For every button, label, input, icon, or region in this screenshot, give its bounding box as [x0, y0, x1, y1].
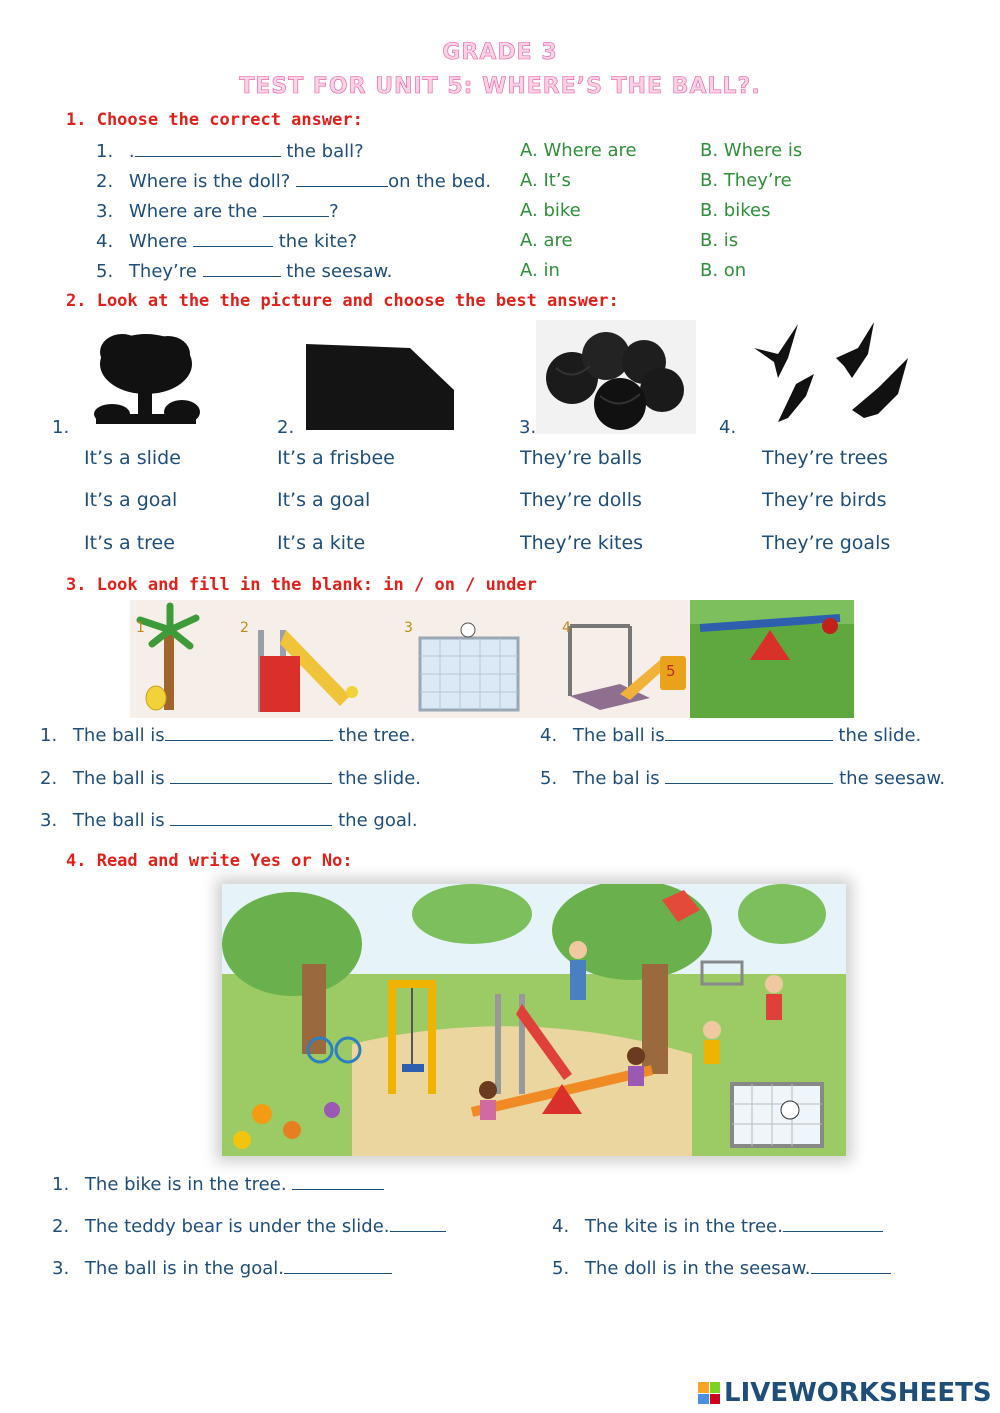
s1-q1 [96, 140, 364, 162]
q-pre: The ball is [72, 810, 171, 831]
q-post: the seesaw. [833, 768, 946, 789]
section3-heading: 3. Look and fill in the blank: in / on / under [66, 575, 537, 595]
pic1-number: 1. [52, 417, 70, 438]
s1-q3-option-a[interactable]: A. bike [520, 200, 581, 221]
s1-q4-option-b[interactable]: B. is [700, 230, 739, 251]
q-num: 4. [540, 725, 558, 746]
q-pre: The ball is [572, 725, 665, 746]
q-text: The ball is in the goal. [84, 1258, 284, 1279]
park-scene-image [222, 884, 846, 1156]
pic1-option[interactable]: It’s a goal [84, 489, 178, 511]
test-title: TEST FOR UNIT 5: WHERE’S THE BALL?. [239, 74, 761, 99]
s1-q3 [96, 200, 339, 222]
pic3-option[interactable]: They’re kites [520, 532, 644, 554]
q-pre: They’re [128, 261, 203, 282]
pic3-option[interactable]: They’re balls [520, 447, 642, 469]
q-num: 4. [552, 1216, 570, 1237]
s4-q5 [552, 1257, 891, 1279]
q-text: The kite is in the tree. [584, 1216, 783, 1237]
s1-q2-option-b[interactable]: B. They’re [700, 170, 792, 191]
q-num: 1. [52, 1174, 70, 1195]
section2-heading: 2. Look at the the picture and choose the best answer: [66, 291, 619, 311]
q-num: 3. [52, 1258, 70, 1279]
pic1-option[interactable]: It’s a slide [84, 447, 181, 469]
s4-q1 [52, 1173, 384, 1195]
q-post: the slide. [332, 768, 421, 789]
q-post: the kite? [273, 231, 358, 252]
answer-blank[interactable] [292, 1173, 384, 1190]
logo-badge-icon [698, 1382, 720, 1404]
q-post: the ball? [280, 141, 364, 162]
strip-label-4: 4 [562, 620, 571, 636]
s1-q5 [96, 260, 392, 282]
s1-q5-option-a[interactable]: A. in [520, 260, 560, 281]
q-num: 1. [96, 141, 114, 162]
answer-blank[interactable] [783, 1215, 883, 1232]
answer-blank[interactable] [284, 1257, 392, 1274]
q-num: 4. [96, 231, 114, 252]
q-pre: The ball is [72, 725, 165, 746]
s3-q1 [40, 724, 416, 746]
section4-heading: 4. Read and write Yes or No: [66, 851, 353, 871]
s1-q2 [96, 170, 491, 192]
q-pre: Where is the doll? [128, 171, 297, 192]
strip-label-3: 3 [404, 620, 413, 636]
s1-q4 [96, 230, 357, 252]
s1-q1-option-a[interactable]: A. Where are [520, 140, 637, 161]
q-post: ? [329, 201, 339, 222]
q-pre: Where [128, 231, 194, 252]
strip-label-2: 2 [240, 620, 249, 636]
answer-blank[interactable] [263, 200, 329, 217]
liveworksheets-logo [698, 1378, 992, 1408]
pic3-option[interactable]: They’re dolls [520, 489, 642, 511]
section1-heading: 1. Choose the correct answer: [66, 110, 363, 130]
goal-silhouette-image [300, 340, 460, 432]
strip-label-5: 5 [666, 662, 676, 680]
pic4-option[interactable]: They’re goals [762, 532, 891, 554]
s3-q3 [40, 809, 418, 831]
prepositions-picture-strip [130, 600, 854, 718]
q-num: 1. [40, 725, 58, 746]
q-num: 2. [52, 1216, 70, 1237]
s1-q1-option-b[interactable]: B. Where is [700, 140, 803, 161]
answer-blank[interactable] [170, 767, 332, 784]
pic4-option[interactable]: They’re trees [762, 447, 888, 469]
answer-blank[interactable] [811, 1257, 891, 1274]
pic1-option[interactable]: It’s a tree [84, 532, 175, 554]
q-post: the slide. [832, 725, 922, 746]
q-num: 5. [540, 768, 558, 789]
q-text: The teddy bear is under the slide. [84, 1216, 390, 1237]
pic2-number: 2. [277, 417, 295, 438]
q-num: 3. [96, 201, 114, 222]
s4-q3 [52, 1257, 392, 1279]
q-pre: The bal is [572, 768, 666, 789]
answer-blank[interactable] [296, 170, 388, 187]
q-num: 5. [552, 1258, 570, 1279]
s1-q2-option-a[interactable]: A. It’s [520, 170, 571, 191]
pic2-option[interactable]: It’s a kite [277, 532, 366, 554]
q-post: the tree. [332, 725, 416, 746]
q-post: the goal. [332, 810, 418, 831]
answer-blank[interactable] [390, 1215, 446, 1232]
s4-q2 [52, 1215, 446, 1237]
answer-blank[interactable] [665, 724, 833, 741]
answer-blank[interactable] [203, 260, 281, 277]
q-post: the seesaw. [280, 261, 393, 282]
q-num: 3. [40, 810, 58, 831]
s3-q4 [540, 724, 921, 746]
answer-blank[interactable] [170, 809, 332, 826]
q-text: The bike is in the tree. [84, 1174, 293, 1195]
answer-blank[interactable] [665, 767, 833, 784]
tree-silhouette-image [86, 330, 206, 426]
pic4-option[interactable]: They’re birds [762, 489, 887, 511]
s1-q3-option-b[interactable]: B. bikes [700, 200, 771, 221]
answer-blank[interactable] [193, 230, 273, 247]
q-num: 2. [96, 171, 114, 192]
pic2-option[interactable]: It’s a goal [277, 489, 371, 511]
q-pre: The ball is [72, 768, 171, 789]
s3-q5 [540, 767, 945, 789]
q-post: on the bed. [388, 171, 492, 192]
strip-label-1: 1 [136, 620, 145, 636]
s3-q2 [40, 767, 421, 789]
logo-text: LIVEWORKSHEETS [724, 1378, 992, 1408]
s4-q4 [552, 1215, 883, 1237]
q-pre: . [128, 141, 135, 162]
q-num: 5. [96, 261, 114, 282]
pic2-option[interactable]: It’s a frisbee [277, 447, 395, 469]
s1-q5-option-b[interactable]: B. on [700, 260, 747, 281]
s1-q4-option-a[interactable]: A. are [520, 230, 573, 251]
answer-blank[interactable] [165, 724, 333, 741]
answer-blank[interactable] [135, 140, 281, 157]
pic4-number: 4. [719, 417, 737, 438]
q-text: The doll is in the seesaw. [584, 1258, 811, 1279]
q-pre: Where are the [128, 201, 264, 222]
balls-image [536, 320, 696, 434]
grade-title: GRADE 3 [442, 40, 558, 65]
q-num: 2. [40, 768, 58, 789]
birds-silhouette-image [748, 318, 918, 430]
pic3-number: 3. [519, 417, 537, 438]
